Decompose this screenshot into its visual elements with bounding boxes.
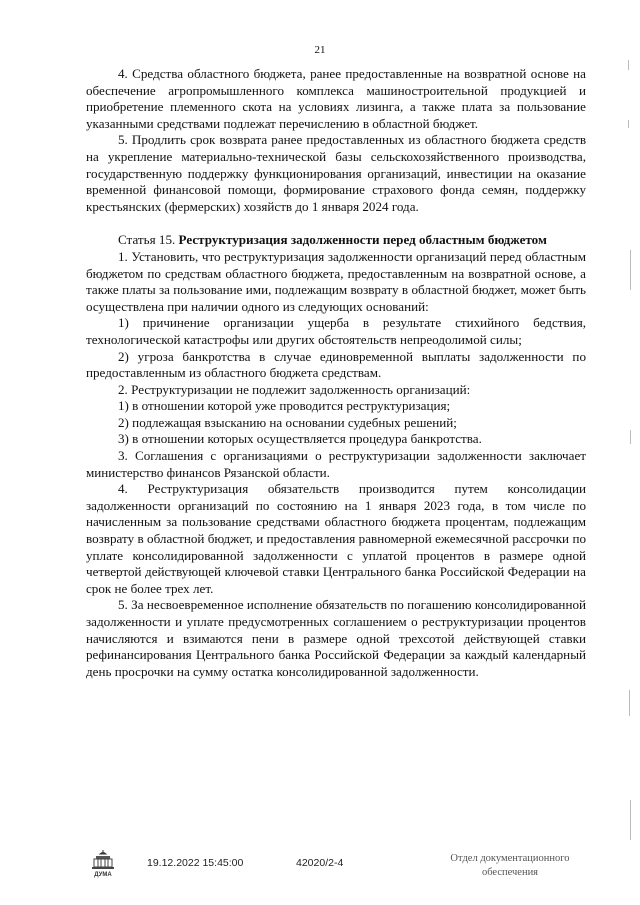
paragraph-4: 4. Средства областного бюджета, ранее предоставленные на возвратной основе на обеспечение агропромышленного комплекса машиностроительной продукцией и приобретение племенного скота на условиях лизинга, а также плата за пользование указанными средствами подлежат перечислению в областной бюджет. — [86, 66, 586, 131]
article-paragraph-1: 1. Установить, что реструктуризация задолженности организаций перед областным бюджетом по средствам областного бюджета, предоставленным на возвратной основе, а также платы за пользование ими, подлежащим возврату в областной бюджет, может быть осуществлена при наличии одного из следующих оснований: — [86, 248, 586, 314]
article-item-2-1: 1) в отношении которой уже проводится реструктуризация; — [118, 398, 451, 414]
page-number: 21 — [314, 44, 326, 56]
article-item-1-2: 2) угроза банкротства в случае единовременной выплаты задолженности по предоставленным из областного бюджета средствам. — [86, 348, 586, 381]
paragraph-5: 5. Продлить срок возврата ранее предоставленных из областного бюджета средств на укрепление материально-технической базы сельскохозяйственного производства, государственную поддержку функционирования организаций, инвестиции на оказание временной финансовой помощи, формирование страхового фонда семян, поддержку крестьянских (фермерских) хозяйств до 1 января 2024 года. — [86, 132, 586, 214]
department-stamp — [425, 852, 595, 880]
article-paragraph-3: 3. Соглашения с организациями о реструктуризации задолженности заключает министерство финансов Рязанской области. — [86, 448, 586, 480]
article-paragraph-2: 2. Реструктуризации не подлежит задолженность организаций: — [118, 381, 471, 397]
article-item-2-3: 3) в отношении которых осуществляется процедура банкротства. — [118, 431, 482, 447]
article-title: Реструктуризация задолженности перед областным бюджетом — [178, 232, 547, 248]
article-heading — [86, 232, 586, 249]
article-item-2-2: 2) подлежащая взысканию на основании судебных решений; — [118, 414, 457, 430]
document-body — [86, 66, 586, 680]
stamp-line-2: обеспечения — [481, 867, 539, 878]
article-item-1-1: 1) причинение организации ущерба в результате стихийного бедствия, технологической катастрофы или других обстоятельств непреодолимой силы; — [86, 315, 586, 347]
duma-logo-icon — [90, 848, 116, 878]
article-number: Статья 15. — [118, 232, 179, 248]
footer-datetime: 19.12.2022 15:45:00 — [147, 857, 244, 869]
stamp-line-1: Отдел документационного — [450, 853, 570, 864]
svg-text:ДУМА: ДУМА — [94, 872, 112, 878]
article-paragraph-5: 5. За несвоевременное исполнение обязательств по погашению консолидированной задолженности и уплате предусмотренных соглашением о реструктуризации процентов начисляются и взимаются пени в размере одной трехсотой действующей ставки рефинансирования Центрального банка Российской Федерации за каждый календарный день просрочки на сумму остатка консолидированной задолженности. — [86, 597, 586, 679]
article-paragraph-4: 4. Реструктуризация обязательств производится путем консолидации задолженности организаций по состоянию на 1 января 2023 года, в том числе по начисленным за пользование средствами областного бюджета процентам, подлежащим возврату в областной бюджет, и предоставления равномерной ежемесячной рассрочки по уплате консолидированной задолженности с уплатой процентов в размере одной четвертой действующей ключевой ставки Центрального банка Российской Федерации на срок не более трех лет. — [86, 481, 586, 596]
footer-code: 42020/2-4 — [296, 857, 344, 869]
